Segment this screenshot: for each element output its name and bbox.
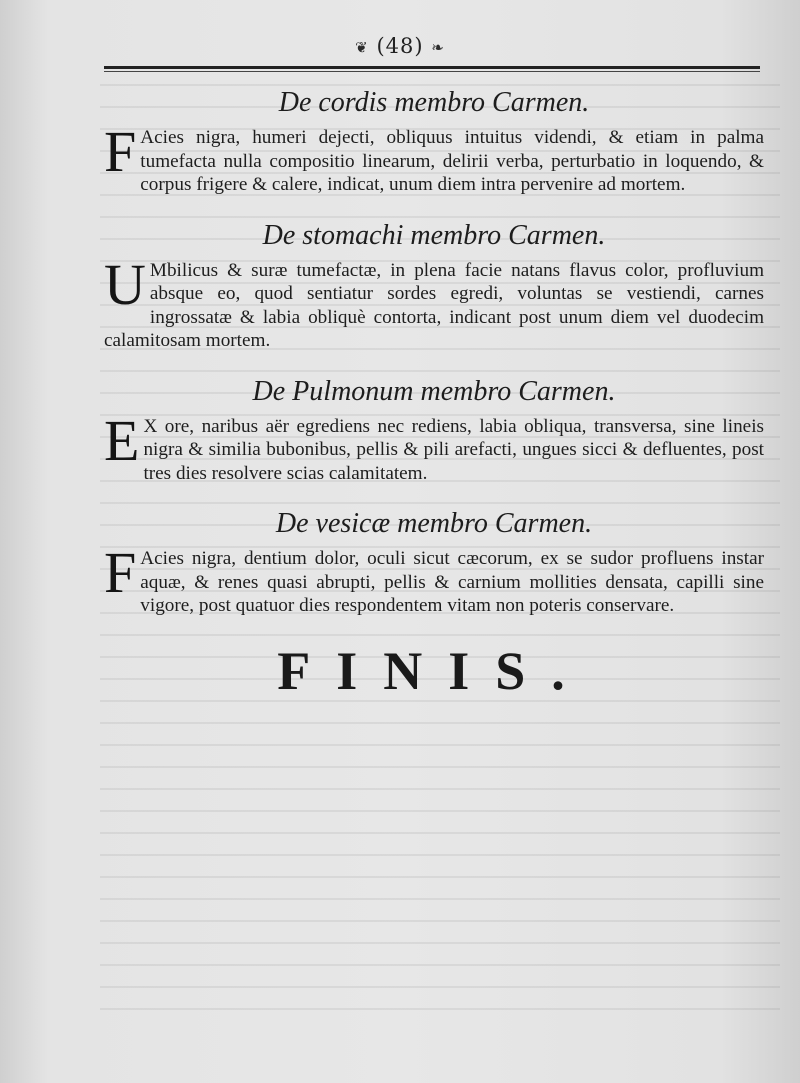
section-heading: De Pulmonum membro Carmen. [252, 375, 616, 407]
drop-cap: F [104, 119, 137, 184]
page-number-text: (48) [376, 34, 424, 58]
paragraph-text: Acies nigra, humeri dejecti, obliquus intuitus videndi, & etiam in palma tumefacta nulla compositio linearum, delirii verba, perturbatio in loquendo, & corpus frigere & calere, indicat, unum diem intra pervenire ad mortem. [140, 127, 764, 195]
section-heading: De cordis membro Carmen. [278, 87, 590, 118]
paragraph-text: X ore, naribus aër egrediens nec rediens, labia obliqua, transversa, sine lineis nigra & similia bubonibus, pellis & pili arefacti, ungues sicci & defluentes, post tres dies resolvere scias calamitatem. [143, 415, 764, 484]
section-paragraph [104, 119, 764, 197]
ornament-right-icon: ❧ [431, 38, 445, 57]
section-heading: De stomachi membro Carmen. [262, 219, 606, 251]
section-heading: De vesicæ membro Carmen. [275, 508, 593, 539]
header-rule [104, 66, 760, 69]
paragraph-text: Mbilicus & suræ tumefactæ, in plena facie natans flavus color, profluvium absque eo, quod sentiatur sordes egredi, voluntas se vestiendi, carnes ingrossatæ & labia obliquè contorta, indicant post unum diem vel duodecim calamitosam mortem. [104, 259, 764, 351]
page-number [0, 34, 800, 58]
drop-cap: F [104, 540, 137, 605]
ornament-left-icon: ❦ [355, 38, 369, 57]
drop-cap: E [104, 407, 140, 473]
finis-closing: FINIS. [277, 640, 591, 701]
section-paragraph [104, 407, 764, 486]
drop-cap: U [104, 251, 146, 317]
section-paragraph [104, 540, 764, 618]
paragraph-text: Acies nigra, dentium dolor, oculi sicut cæcorum, ex se sudor profluens instar aquæ, & renes quasi abrupti, pellis & carnium mollities densata, capilli sine vigore, post quatuor dies respondentem vitam non poteris conservare. [140, 548, 764, 616]
section-paragraph [104, 251, 764, 353]
main-text [104, 86, 764, 702]
